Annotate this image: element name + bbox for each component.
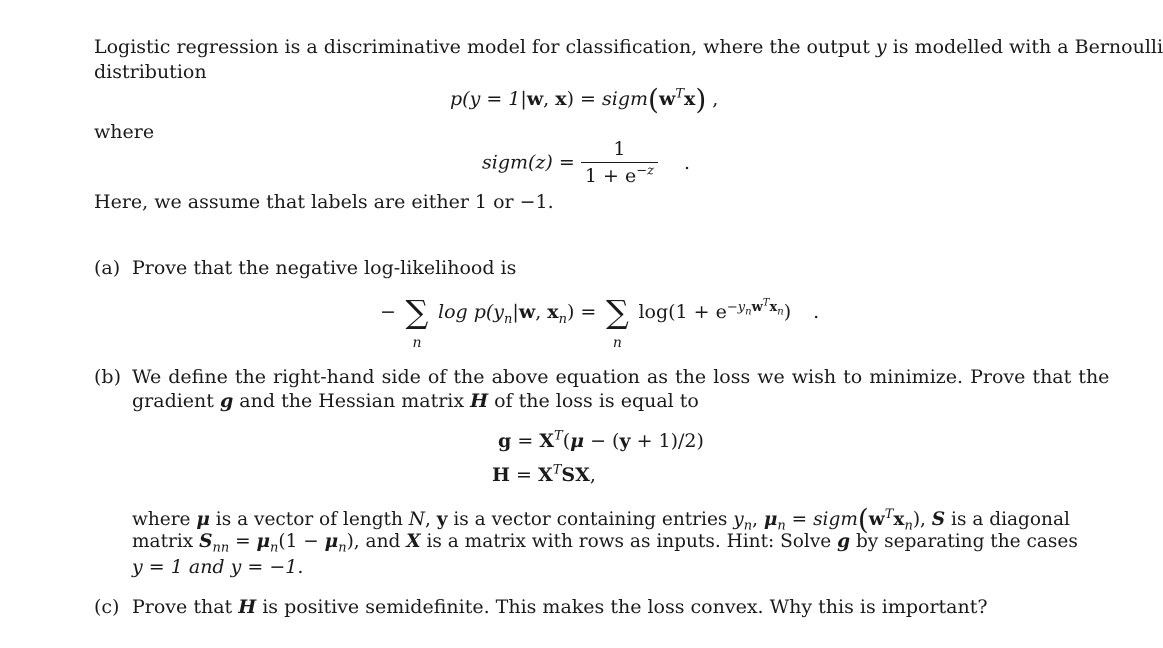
- hess-S: S: [561, 464, 576, 486]
- b-l2-g: g: [219, 390, 234, 412]
- eq2-fraction: [581, 138, 658, 187]
- bw2-mu-sub: n: [270, 540, 279, 556]
- equation-sigmoid: [482, 138, 690, 187]
- nll-log-term: log(1 + e: [638, 301, 727, 323]
- eq1-x: x: [555, 88, 567, 110]
- equation-bernoulli: [450, 83, 719, 116]
- eq2-lhs: sigm(z) =: [482, 151, 575, 174]
- sum-1-index: n: [412, 335, 422, 351]
- bw1-d: is a vector containing entries: [447, 509, 734, 530]
- sum-symbol-1: ∑ n: [402, 296, 432, 328]
- bw1-mu: μ: [196, 509, 210, 530]
- grad-X: X: [539, 430, 555, 452]
- part-b-where-line-3: [132, 556, 303, 578]
- part-c-label: (c): [94, 596, 120, 618]
- b-l2-c: of the loss is equal to: [488, 390, 699, 412]
- sum-2-index: n: [612, 335, 622, 351]
- bw1-x-sub: n: [904, 518, 913, 534]
- bw1-a: where: [132, 509, 197, 530]
- part-a-label: (a): [94, 257, 121, 279]
- nll-exp-T: T: [762, 297, 770, 309]
- where-label-1: where: [94, 121, 155, 143]
- grad-open: (: [562, 430, 571, 452]
- bw1-x: x: [893, 509, 905, 530]
- nll-lhs-term: [438, 301, 597, 327]
- eq1-sigm: sigm: [602, 88, 649, 110]
- bw1-mun-sub: n: [777, 518, 786, 534]
- b-l2-a: gradient: [132, 390, 220, 412]
- eq2-dot: .: [684, 151, 691, 174]
- eq1-open-paren: (: [648, 83, 659, 116]
- bw1-yn-sub: n: [743, 518, 753, 534]
- eq2-denominator: [581, 163, 658, 187]
- part-b-where-line-2: [132, 531, 1078, 556]
- hess-X: X: [537, 464, 553, 486]
- hess-H: H: [492, 464, 510, 486]
- eq1-T: T: [675, 86, 684, 102]
- equation-nll: [380, 293, 820, 351]
- eq1-w-transpose: w: [658, 88, 676, 110]
- bw1-N: N: [408, 509, 425, 530]
- intro-var-y: y: [875, 36, 887, 58]
- eq2-den-base: 1 + e: [584, 165, 637, 187]
- part-b-line-1: We define the right-hand side of the above equation as the loss we wish to minimize. Prove that the: [132, 366, 1110, 388]
- bw1-h: is a diagonal: [945, 509, 1070, 530]
- grad-g: g: [498, 430, 512, 452]
- grad-mu: μ: [570, 430, 585, 452]
- bw2-d: ), and: [346, 531, 407, 552]
- equation-hessian: [492, 464, 596, 486]
- bw1-T: T: [884, 506, 894, 522]
- nll-equals: ) =: [566, 301, 597, 323]
- nll-comma: ,: [535, 301, 548, 323]
- hess-eq: =: [509, 464, 538, 486]
- nll-sub-n1: n: [504, 311, 513, 327]
- nll-exp-n: n: [745, 306, 752, 318]
- intro-line-2: distribution: [94, 61, 207, 83]
- bw2-g: g: [837, 531, 851, 552]
- nll-rhs-term: [638, 297, 820, 323]
- nll-x: x: [547, 301, 559, 323]
- hess-X2: X: [575, 464, 590, 486]
- bw2-S-sub: nn: [212, 540, 230, 556]
- bw2-e: is a matrix with rows as inputs. Hint: Solve: [420, 531, 838, 552]
- grad-y: y: [619, 430, 631, 452]
- nll-close: ): [783, 301, 792, 323]
- c-text-a: Prove that: [132, 596, 239, 618]
- bw2-f: by separating the cases: [850, 531, 1078, 552]
- bw2-c: (1 −: [278, 531, 325, 552]
- bw1-c: ,: [424, 509, 437, 530]
- nll-bar: |: [512, 301, 519, 323]
- bw1-b: is a vector of length: [209, 509, 409, 530]
- assumption-text: Here, we assume that labels are either 1 or −1.: [94, 191, 554, 213]
- bw1-e: ,: [752, 509, 764, 530]
- c-H: H: [238, 596, 257, 618]
- bw2-mu3: μ: [324, 531, 339, 552]
- nll-exp-w: w: [751, 299, 763, 315]
- b-l2-b: and the Hessian matrix: [233, 390, 471, 412]
- eq2-numerator: 1: [581, 138, 658, 163]
- intro-line-1: [94, 36, 1163, 58]
- nll-exp-n2: n: [777, 306, 784, 318]
- eq1-equals: ) =: [566, 88, 603, 110]
- nll-minus: −: [380, 301, 396, 323]
- grad-eq: =: [511, 430, 540, 452]
- nll-w: w: [518, 301, 536, 323]
- bw2-a: matrix: [132, 531, 200, 552]
- bw1-mun: μ: [763, 509, 778, 530]
- grad-T: T: [554, 428, 563, 444]
- bw3-text: y = 1 and y = −1.: [132, 556, 304, 578]
- hess-end: ,: [589, 464, 596, 486]
- bw2-S: S: [199, 531, 213, 552]
- eq1-comma: ,: [543, 88, 556, 110]
- sum-symbol-2: ∑ n: [602, 296, 632, 328]
- nll-sub-n2: n: [558, 311, 567, 327]
- part-c-text: [132, 596, 988, 618]
- bw1-y: y: [436, 509, 448, 530]
- nll-exp-y: −y: [726, 299, 746, 315]
- nll-log-p: log p(y: [438, 301, 505, 323]
- grad-rest: + 1)/2): [630, 430, 704, 452]
- part-b-line-2: [132, 390, 699, 412]
- bw2-mu: μ: [256, 531, 271, 552]
- part-a-text: Prove that the negative log-likelihood is: [132, 257, 517, 279]
- bw1-f: =: [785, 509, 814, 530]
- bw1-S: S: [931, 509, 946, 530]
- eq1-w: w: [526, 88, 544, 110]
- c-text-b: is positive semidefinite. This makes the loss convex. Why this is important?: [256, 596, 988, 618]
- part-b-label: (b): [94, 366, 121, 388]
- eq1-x2: x: [684, 88, 696, 110]
- bw1-open: (: [857, 503, 869, 536]
- intro-text-b: is modelled with a Bernoulli: [886, 36, 1163, 58]
- bw1-g: ),: [912, 509, 932, 530]
- bw1-w: w: [868, 509, 885, 530]
- intro-text-a: Logistic regression is a discriminative model for classification, where the output: [94, 36, 876, 58]
- hess-T: T: [552, 462, 562, 478]
- eq2-den-exp: −z: [636, 163, 654, 179]
- nll-exponent: [726, 297, 784, 318]
- eq1-close-paren: ): [695, 83, 707, 116]
- grad-mid: − (: [584, 430, 620, 452]
- equation-gradient: [498, 430, 704, 452]
- eq1-lhs: p(y = 1|: [450, 88, 527, 110]
- bw2-b: =: [229, 531, 257, 552]
- bw2-mu3-sub: n: [338, 540, 347, 556]
- nll-exp-x: x: [769, 299, 778, 315]
- bw1-yn: y: [733, 509, 744, 530]
- b-l2-H: H: [470, 390, 489, 412]
- bw2-X: X: [406, 531, 421, 552]
- bw1-sigm: sigm: [813, 509, 858, 530]
- nll-dot: .: [813, 301, 820, 323]
- eq1-end: ,: [706, 88, 719, 110]
- part-b-where-line-1: [132, 503, 1070, 536]
